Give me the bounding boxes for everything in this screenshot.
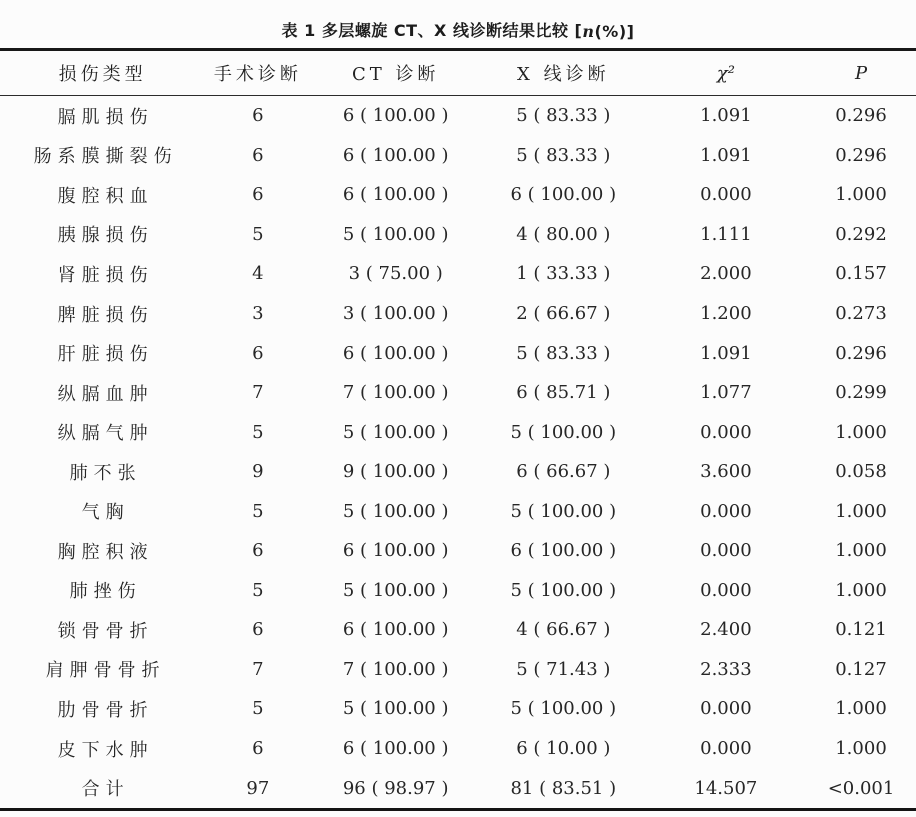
cell-p-value: 0.127 — [835, 658, 887, 680]
cell-ct-diagnosis: 3 ( 75.00 ) — [348, 263, 443, 285]
cell-chi-squared: 2.333 — [700, 658, 752, 680]
cell-xray-diagnosis: 2 ( 66.67 ) — [516, 303, 611, 324]
cell-p-value: 0.296 — [835, 342, 887, 364]
table-row — [0, 175, 916, 215]
table-row — [0, 531, 916, 571]
table-row — [0, 768, 916, 808]
cell-xray-diagnosis: 5 ( 100.00 ) — [510, 500, 617, 522]
cell-surgical-diagnosis: 5 — [252, 500, 264, 522]
cell-chi-squared: 0.000 — [700, 421, 752, 443]
cell-chi-squared: 0.000 — [700, 579, 752, 601]
cell-p-value: 1.000 — [835, 540, 887, 562]
cell-ct-diagnosis: 5 ( 100.00 ) — [342, 500, 449, 522]
cell-surgical-diagnosis: 5 — [252, 579, 264, 601]
cell-p-value: 0.121 — [835, 619, 887, 641]
table-title — [0, 0, 916, 48]
col-header-surgical-diagnosis: 手术诊断 — [213, 64, 302, 85]
table-row — [0, 729, 916, 769]
cell-surgical-diagnosis: 6 — [252, 144, 264, 166]
cell-surgical-diagnosis: 5 — [252, 223, 264, 245]
cell-injury-type: 肺挫伤 — [69, 581, 142, 603]
cell-injury-type: 肝脏损伤 — [57, 344, 154, 366]
cell-ct-diagnosis: 96 ( 98.97 ) — [342, 777, 449, 799]
cell-injury-type: 肾脏损伤 — [57, 264, 154, 286]
cell-injury-type: 肋骨骨折 — [57, 699, 154, 721]
cell-chi-squared: 1.077 — [700, 382, 752, 404]
table-row — [0, 373, 916, 413]
cell-surgical-diagnosis: 6 — [252, 105, 264, 127]
cell-p-value: 0.058 — [835, 461, 887, 483]
cell-ct-diagnosis: 5 ( 100.00 ) — [342, 223, 449, 245]
table-row — [0, 571, 916, 611]
cell-ct-diagnosis: 3 ( 100.00 ) — [342, 303, 449, 324]
cell-chi-squared: 2.400 — [700, 619, 752, 641]
cell-injury-type: 胸腔积液 — [57, 541, 154, 563]
cell-ct-diagnosis: 6 ( 100.00 ) — [342, 738, 449, 760]
table-row — [0, 610, 916, 650]
table-row — [0, 412, 916, 452]
cell-surgical-diagnosis: 97 — [246, 777, 270, 799]
table-row — [0, 215, 916, 255]
cell-injury-type: 腹腔积血 — [57, 185, 154, 207]
cell-chi-squared: 2.000 — [700, 263, 752, 285]
cell-injury-type: 肠系膜撕裂伤 — [33, 146, 178, 168]
cell-p-value: 0.157 — [835, 263, 887, 285]
cell-xray-diagnosis: 6 ( 100.00 ) — [510, 184, 617, 206]
cell-injury-type: 合计 — [81, 779, 130, 801]
cell-surgical-diagnosis: 4 — [252, 263, 264, 285]
cell-ct-diagnosis: 5 ( 100.00 ) — [342, 421, 449, 443]
cell-p-value: <0.001 — [827, 777, 895, 799]
diagnosis-comparison-table — [0, 48, 916, 811]
table-row — [0, 333, 916, 373]
cell-chi-squared: 1.111 — [700, 223, 752, 245]
cell-chi-squared: 0.000 — [700, 738, 752, 760]
cell-injury-type: 肺不张 — [69, 462, 142, 484]
cell-xray-diagnosis: 5 ( 71.43 ) — [516, 658, 611, 680]
cell-p-value: 1.000 — [835, 184, 887, 206]
cell-ct-diagnosis: 9 ( 100.00 ) — [342, 461, 449, 483]
cell-chi-squared: 1.091 — [700, 342, 752, 364]
cell-ct-diagnosis: 7 ( 100.00 ) — [342, 658, 449, 680]
cell-xray-diagnosis: 81 ( 83.51 ) — [510, 777, 617, 799]
cell-chi-squared: 0.000 — [700, 698, 752, 720]
cell-injury-type: 纵膈气肿 — [57, 423, 154, 445]
cell-p-value: 0.273 — [835, 303, 887, 324]
table-header-row — [0, 51, 916, 96]
cell-ct-diagnosis: 6 ( 100.00 ) — [342, 144, 449, 166]
col-header-chi-squared: χ² — [716, 62, 735, 84]
cell-chi-squared: 0.000 — [700, 540, 752, 562]
cell-xray-diagnosis: 6 ( 85.71 ) — [516, 382, 611, 404]
table-row — [0, 294, 916, 334]
cell-surgical-diagnosis: 3 — [252, 303, 264, 324]
cell-surgical-diagnosis: 5 — [252, 698, 264, 720]
cell-ct-diagnosis: 6 ( 100.00 ) — [342, 105, 449, 127]
table-row — [0, 689, 916, 729]
cell-p-value: 1.000 — [835, 500, 887, 522]
cell-xray-diagnosis: 6 ( 66.67 ) — [516, 461, 611, 483]
cell-surgical-diagnosis: 6 — [252, 184, 264, 206]
table-body — [0, 96, 916, 808]
cell-ct-diagnosis: 6 ( 100.00 ) — [342, 184, 449, 206]
cell-ct-diagnosis: 5 ( 100.00 ) — [342, 698, 449, 720]
cell-p-value: 0.296 — [835, 105, 887, 127]
cell-injury-type: 锁骨骨折 — [57, 620, 154, 642]
cell-p-value: 1.000 — [835, 421, 887, 443]
table-row — [0, 96, 916, 136]
cell-xray-diagnosis: 4 ( 66.67 ) — [516, 619, 611, 641]
cell-xray-diagnosis: 1 ( 33.33 ) — [516, 263, 611, 285]
cell-xray-diagnosis: 5 ( 100.00 ) — [510, 421, 617, 443]
table-title-prefix: 表 1 多层螺旋 CT、X 线诊断结果比较 [ — [281, 21, 583, 40]
cell-surgical-diagnosis: 7 — [252, 658, 264, 680]
col-header-injury-type: 损伤类型 — [58, 64, 147, 85]
col-header-xray-diagnosis: X 线诊断 — [517, 64, 610, 85]
cell-p-value: 1.000 — [835, 698, 887, 720]
cell-ct-diagnosis: 5 ( 100.00 ) — [342, 579, 449, 601]
cell-xray-diagnosis: 5 ( 100.00 ) — [510, 579, 617, 601]
cell-chi-squared: 1.091 — [700, 144, 752, 166]
table-title-n: n — [582, 22, 595, 41]
cell-xray-diagnosis: 5 ( 100.00 ) — [510, 698, 617, 720]
cell-surgical-diagnosis: 6 — [252, 738, 264, 760]
cell-xray-diagnosis: 6 ( 10.00 ) — [516, 738, 611, 760]
cell-p-value: 0.292 — [835, 223, 887, 245]
table-row — [0, 254, 916, 294]
cell-ct-diagnosis: 7 ( 100.00 ) — [342, 382, 449, 404]
cell-ct-diagnosis: 6 ( 100.00 ) — [342, 619, 449, 641]
table-row — [0, 491, 916, 531]
cell-injury-type: 皮下水肿 — [57, 739, 154, 761]
cell-chi-squared: 0.000 — [700, 500, 752, 522]
table-row — [0, 650, 916, 690]
cell-injury-type: 纵膈血肿 — [57, 383, 154, 405]
table-title-suffix: (%)] — [594, 22, 635, 41]
cell-xray-diagnosis: 4 ( 80.00 ) — [516, 223, 611, 245]
cell-xray-diagnosis: 5 ( 83.33 ) — [516, 342, 611, 364]
cell-xray-diagnosis: 5 ( 83.33 ) — [516, 144, 611, 166]
cell-surgical-diagnosis: 6 — [252, 342, 264, 364]
cell-chi-squared: 14.507 — [694, 777, 758, 799]
cell-injury-type: 脾脏损伤 — [57, 304, 154, 326]
cell-surgical-diagnosis: 5 — [252, 421, 264, 443]
col-header-p-value: P — [854, 62, 868, 84]
cell-xray-diagnosis: 5 ( 83.33 ) — [516, 105, 611, 127]
cell-surgical-diagnosis: 9 — [252, 461, 264, 483]
cell-chi-squared: 3.600 — [700, 461, 752, 483]
cell-injury-type: 膈肌损伤 — [57, 106, 154, 128]
cell-injury-type: 气胸 — [81, 502, 130, 524]
cell-surgical-diagnosis: 6 — [252, 540, 264, 562]
cell-p-value: 1.000 — [835, 738, 887, 760]
cell-surgical-diagnosis: 6 — [252, 619, 264, 641]
cell-injury-type: 胰腺损伤 — [57, 225, 154, 247]
table-row — [0, 452, 916, 492]
cell-p-value: 1.000 — [835, 579, 887, 601]
col-header-ct-diagnosis: CT 诊断 — [351, 64, 440, 85]
cell-surgical-diagnosis: 7 — [252, 382, 264, 404]
cell-chi-squared: 0.000 — [700, 184, 752, 206]
cell-chi-squared: 1.091 — [700, 105, 752, 127]
cell-xray-diagnosis: 6 ( 100.00 ) — [510, 540, 617, 562]
cell-injury-type: 肩胛骨骨折 — [45, 660, 166, 682]
cell-p-value: 0.296 — [835, 144, 887, 166]
cell-ct-diagnosis: 6 ( 100.00 ) — [342, 342, 449, 364]
cell-chi-squared: 1.200 — [700, 303, 752, 324]
table-row — [0, 136, 916, 176]
cell-ct-diagnosis: 6 ( 100.00 ) — [342, 540, 449, 562]
cell-p-value: 0.299 — [835, 382, 887, 404]
